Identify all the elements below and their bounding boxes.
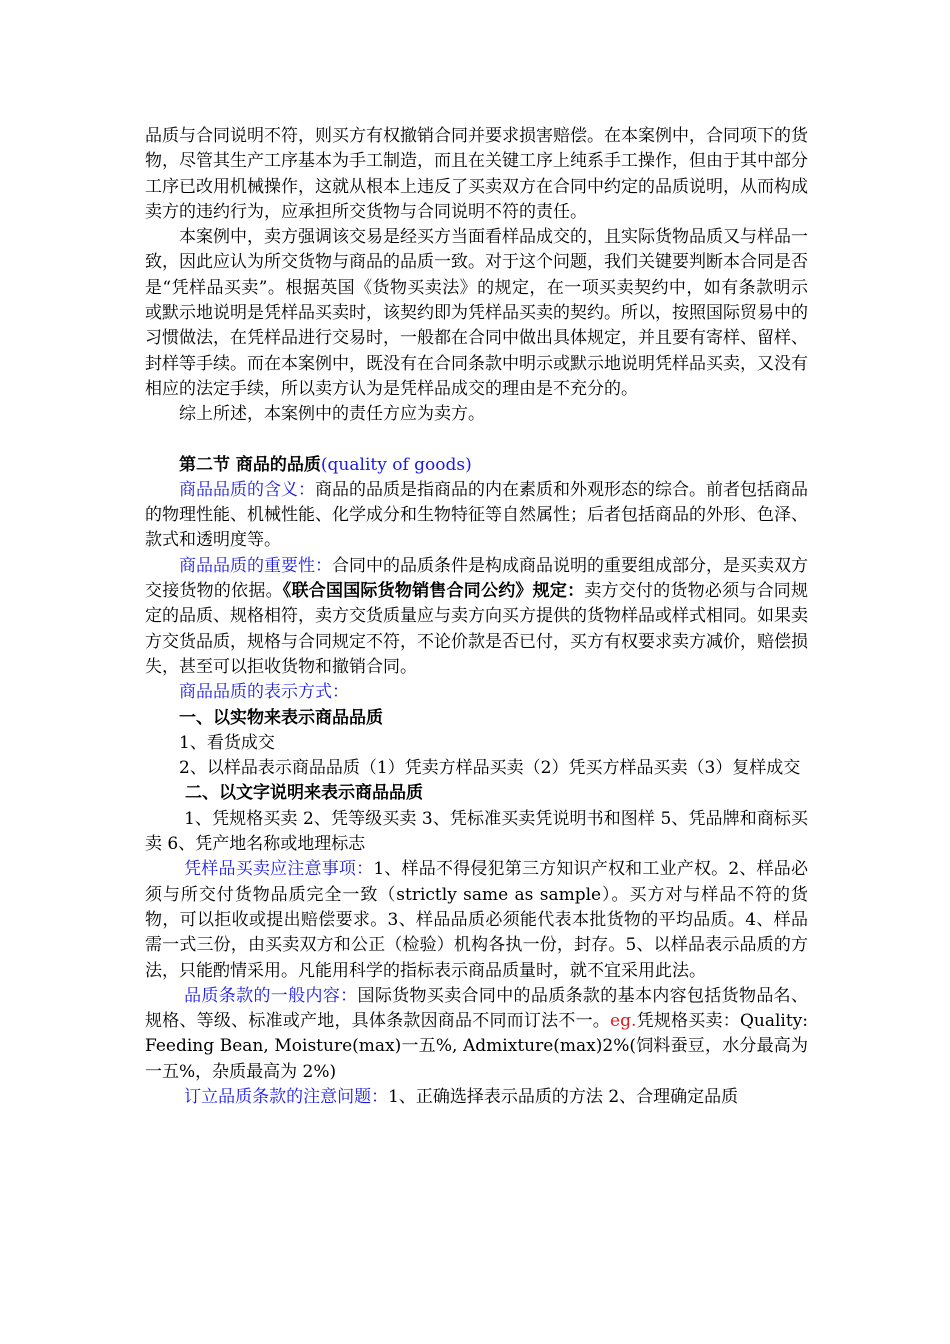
methods-label: 商品品质的表示方式： xyxy=(179,682,349,703)
heading-description xyxy=(145,781,808,806)
clause-label: 品质条款的一般内容： xyxy=(184,985,358,1006)
notes-label: 订立品质条款的注意问题： xyxy=(184,1086,389,1107)
clause-eg: eg. xyxy=(610,1011,637,1032)
heading-physical-text: 一、以实物来表示商品品质 xyxy=(179,707,383,728)
meaning-label: 商品品质的含义： xyxy=(179,479,315,500)
clause-text-b: 凭规格买卖：Quality: Feeding Bean, Moisture(max)一五%, Admixture(max)2%(饲料蚕豆，水分最高为一五%，杂质最高为 2%) xyxy=(145,1011,809,1082)
paragraph-conclusion: 综上所述，本案例中的责任方应为卖方。 xyxy=(179,404,485,425)
notes-text: 1、正确选择表示品质的方法 2、合理确定品质 xyxy=(388,1086,739,1107)
paragraph-sample-analysis: 本案例中，卖方强调该交易是经买方当面看样品成交的，且实际货物品质又与样品一致，因此应认为所交货物与商品的品质一致。对于这个问题，我们关键要判断本合同是否是“凭样品买卖”。根据英国《货物买卖法》的规定，在一项买卖契约中，如有条款明示或默示地说明是凭样品买卖时，该契约即为凭样品买卖的契约。所以，按照国际贸易中的习惯做法，在凭样品进行交易时，一般都在合同中做出具体规定，并且要有寄样、留样、封样等手续。而在本案例中，既没有在合同条款中明示或默示地说明凭样品买卖，又没有相应的法定手续，所以卖方认为是凭样品成交的理由是不充分的。 xyxy=(145,227,808,399)
importance-label: 商品品质的重要性： xyxy=(179,555,332,576)
importance-convention: 《联合国国际货物销售合同公约》规定： xyxy=(282,581,585,602)
section-title-en: (quality of goods) xyxy=(320,454,472,475)
paragraph-quality-clause xyxy=(145,984,808,1085)
list-item-sample: 2、以样品表示商品品质（1）凭卖方样品买卖（2）凭买方样品买卖（3）复样成交 xyxy=(179,758,801,779)
meaning-text: 商品的品质是指商品的内在素质和外观形态的综合。前者包括商品的物理性能、机械性能、化学成分和生物特征等自然属性；后者包括商品的外形、色泽、款式和透明度等。 xyxy=(145,479,808,551)
importance-text-a: 合同中的品质条件是构成商品说明的重要组成部分，是买卖双方交接货物的依据。 xyxy=(145,555,808,602)
spacer xyxy=(145,428,808,453)
list-item-inspection: 1、看货成交 xyxy=(179,732,275,753)
paragraph-methods-label xyxy=(145,680,808,705)
document-page xyxy=(145,124,808,1110)
heading-physical xyxy=(145,706,808,731)
paragraph-quality-importance xyxy=(145,554,808,680)
heading-description-text: 二、以文字说明来表示商品品质 xyxy=(185,783,423,804)
clause-text: 国际货物买卖合同中的品质条款的基本内容包括货物品名、规格、等级、标准或产地，具体条款因商品不同而订法不一。 xyxy=(145,985,809,1032)
paragraph-clause-notes xyxy=(145,1085,808,1110)
section-title xyxy=(145,453,808,478)
sample-text: 1、样品不得侵犯第三方知识产权和工业产权。2、样品必须与所交付货物品质完全一致（strictly same as sample）。买方对与样品不符的货物，可以拒收或提出赔偿要求。3、样品品质必须能代表本批货物的平均品质。4、样品需一式三份，由买卖双方和公正（检验）机构各执一份，封存。5、以样品表示品质的方法，只能酌情采用。凡能用科学的指标表示商品质量时，就不宜采用此法。 xyxy=(145,859,809,981)
sample-label: 凭样品买卖应注意事项： xyxy=(184,859,374,880)
paragraph-sample-notes xyxy=(145,857,808,983)
paragraph-liability: 品质与合同说明不符，则买方有权撤销合同并要求损害赔偿。在本案例中，合同项下的货物，尽管其生产工序基本为手工制造，而且在关键工序上纯系手工操作，但由于其中部分工序已改用机械操作，这就从根本上违反了买卖双方在合同中约定的品质说明，从而构成卖方的违约行为，应承担所交货物与合同说明不符的责任。 xyxy=(145,126,808,222)
importance-text-b: 卖方交付的货物必须与合同规定的品质、规格相符，卖方交货质量应与卖方向买方提供的货物样品或样式相同。如果卖方交货品质，规格与合同规定不符，不论价款是否已付，买方有权要求卖方减价，赔偿损失，甚至可以拒收货物和撤销合同。 xyxy=(145,581,809,677)
paragraph-quality-meaning xyxy=(145,478,808,554)
section-title-cn: 第二节 商品的品质 xyxy=(179,454,321,475)
list-item-specs: 1、凭规格买卖 2、凭等级买卖 3、凭标准买卖凭说明书和图样 5、凭品牌和商标买卖 6、凭产地名称或地理标志 xyxy=(145,808,808,855)
